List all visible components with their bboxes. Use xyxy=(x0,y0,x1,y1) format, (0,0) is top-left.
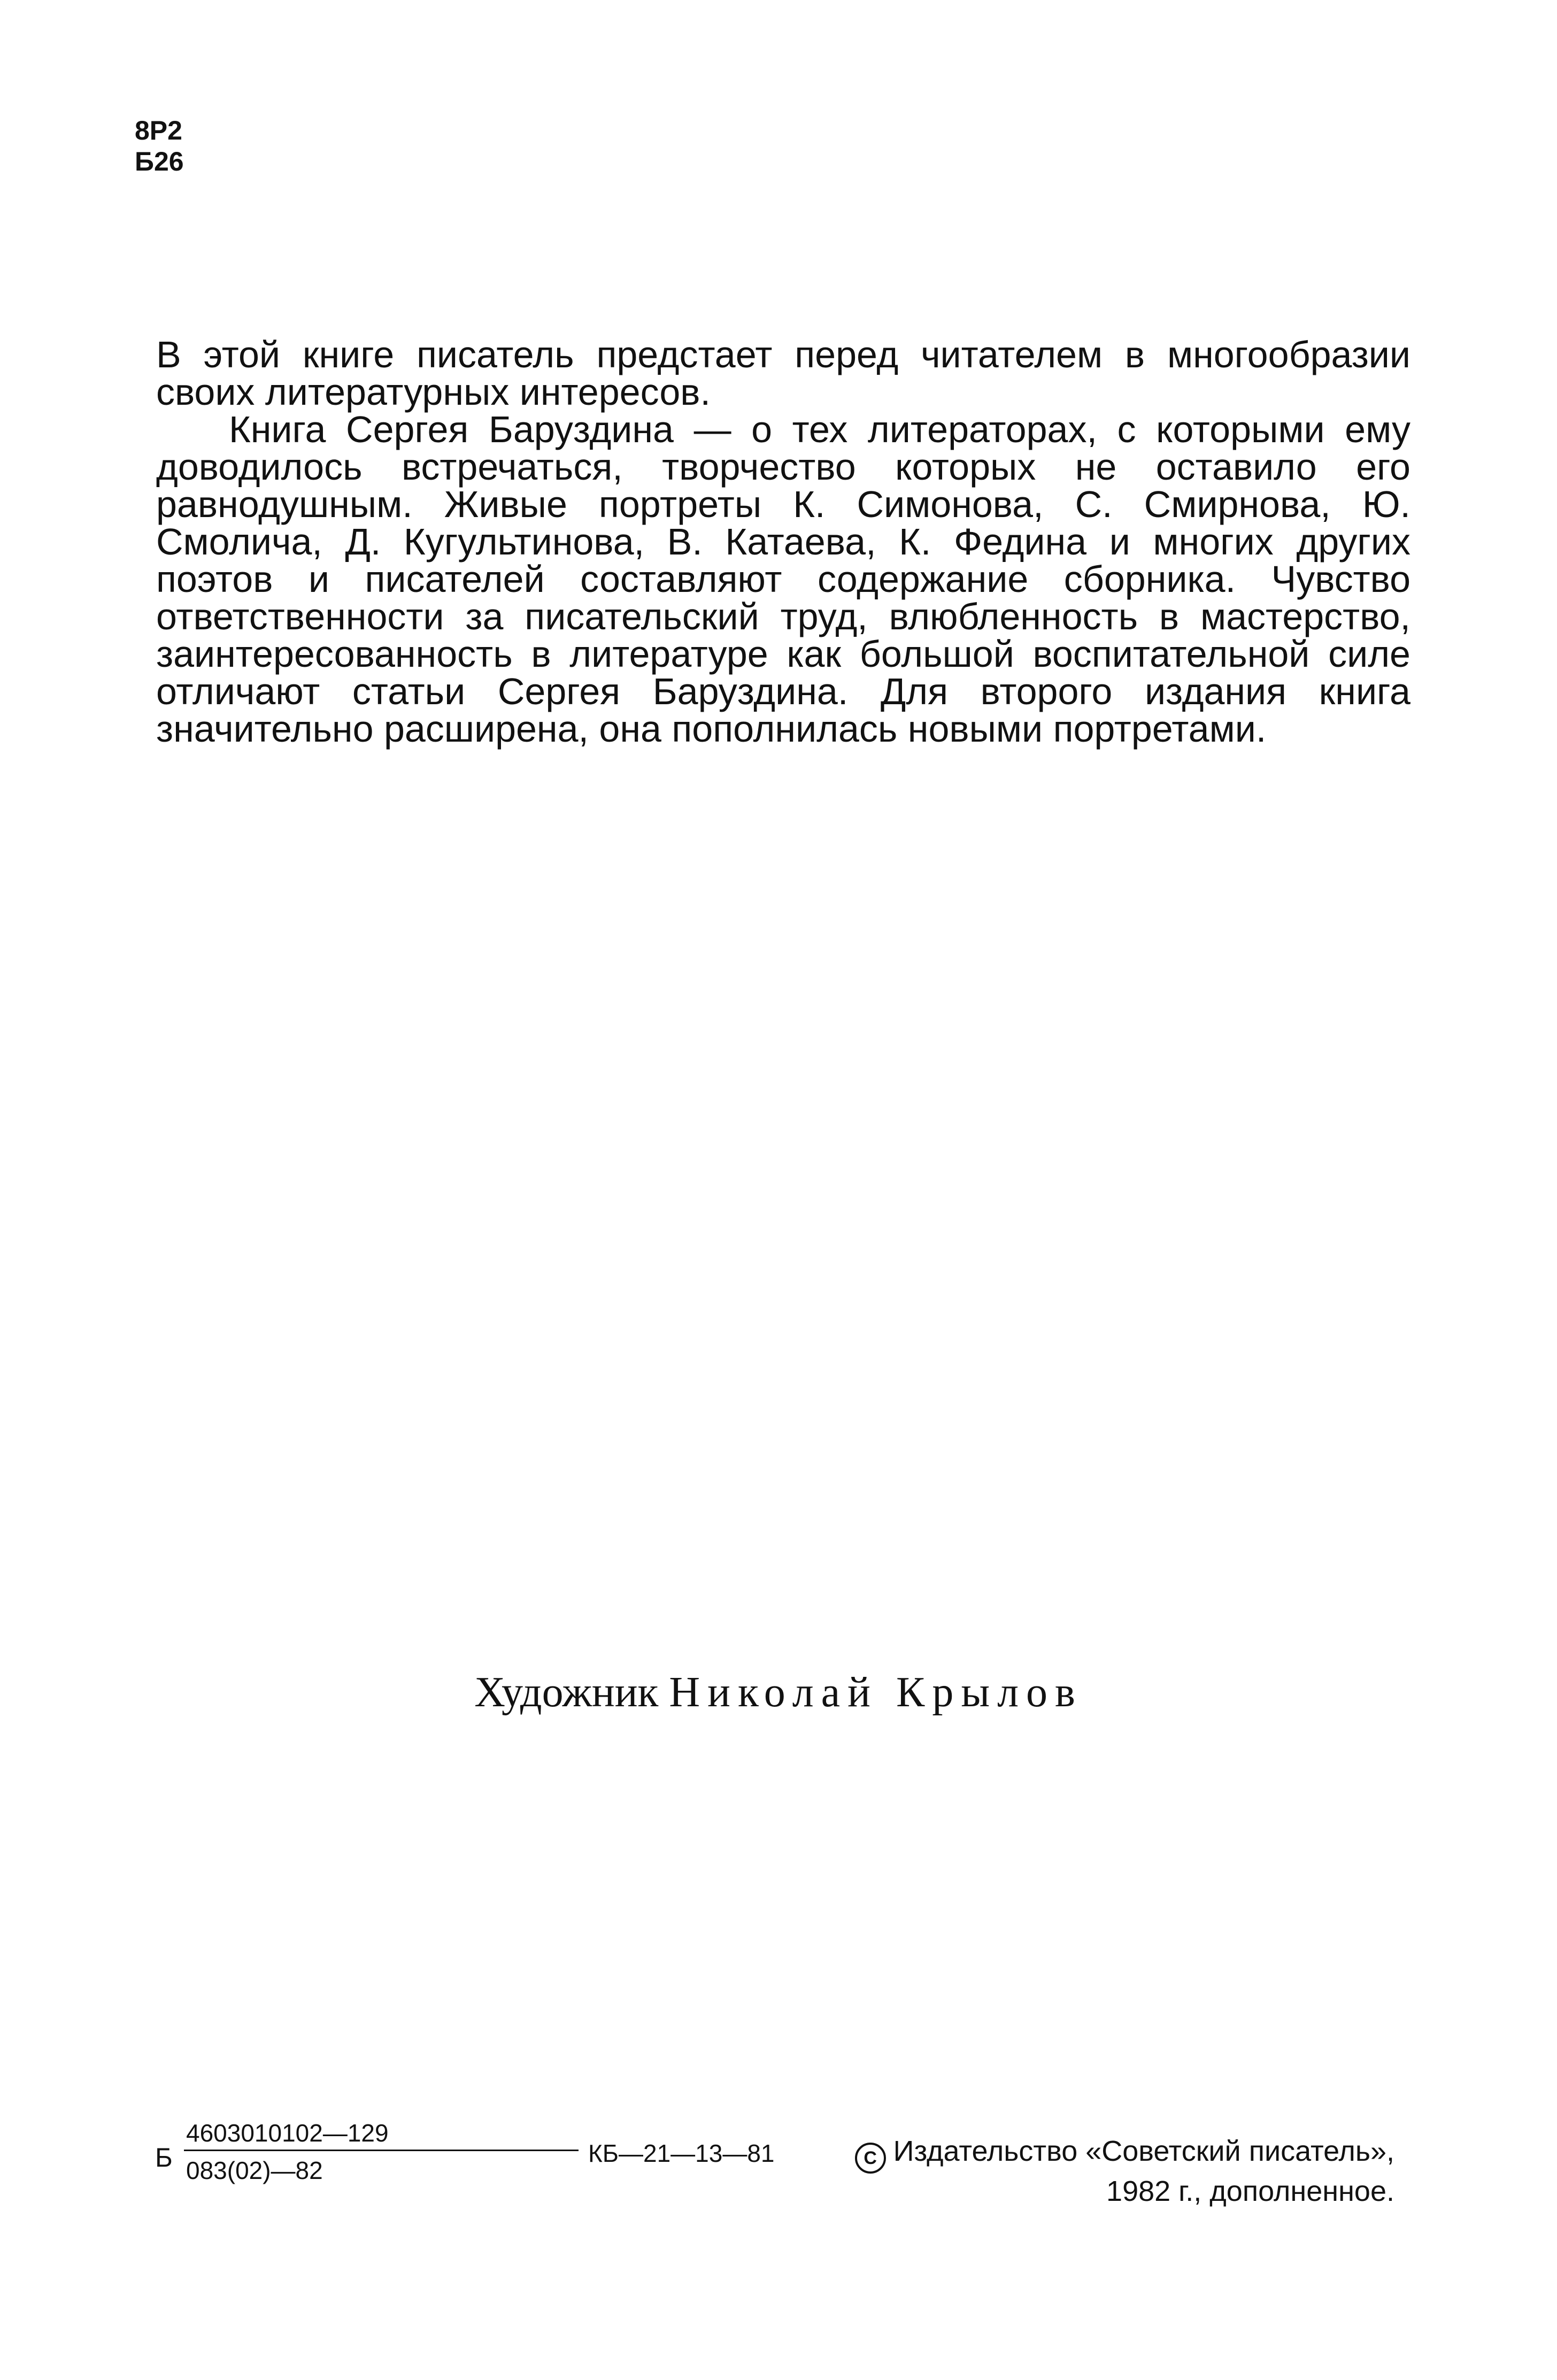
publisher: Издательство «Советский писатель», xyxy=(893,2135,1394,2167)
artist-credit xyxy=(0,1668,1557,1716)
index-code: КБ—21—13—81 xyxy=(588,2139,775,2167)
copyright-icon: C xyxy=(855,2143,886,2174)
annotation-paragraph: Книга Сергея Баруздина — о тех литераторах, с которыми ему доводилось встречаться, творчество которых не оставило его равнодушным. Живые портреты К. Симонова, С. Смирнова, Ю. Смолича, Д. Кугультинова, В. Катаева, К. Федина и многих других поэтов и писателей составляют содержание сборника. Чувство ответственности за писательский труд, влюбленность в мастерство, заинтересованность в литературе как большой воспитательной силе отличают статьи Сергея Баруздина. Для второго издания книга значительно расширена, она пополнилась новыми портретами. xyxy=(156,409,1410,750)
classification-code: 8Р2 xyxy=(135,115,182,145)
book-annotation xyxy=(156,336,1410,748)
copyright-line xyxy=(855,2133,1394,2174)
edition-line: 1982 г., дополненное. xyxy=(1106,2175,1394,2207)
copyright-notice xyxy=(855,2133,1394,2209)
author-mark: Б26 xyxy=(135,147,184,176)
fraction-rule xyxy=(184,2150,579,2151)
annotation-paragraph: В этой книге писатель предстает перед читателем в многообразии своих литературных интересов. xyxy=(156,334,1410,413)
library-classification xyxy=(135,115,184,177)
artist-role: Художник xyxy=(474,1669,659,1716)
publication-index xyxy=(155,2119,775,2204)
index-letter: Б xyxy=(155,2143,173,2173)
index-numerator: 4603010102—129 xyxy=(186,2119,389,2147)
artist-name: Николай Крылов xyxy=(669,1669,1083,1716)
index-denominator: 083(02)—82 xyxy=(186,2156,323,2184)
